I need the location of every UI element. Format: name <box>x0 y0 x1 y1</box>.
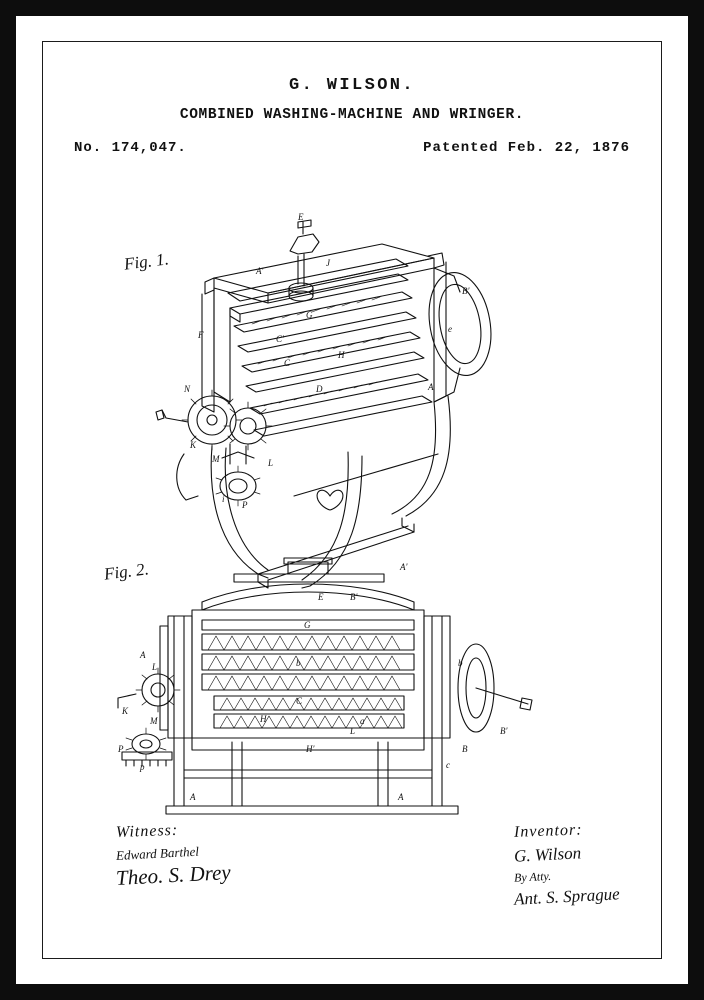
patent-title: COMBINED WASHING-MACHINE AND WRINGER. <box>179 107 525 123</box>
fig1-letter-Cp: C' <box>276 334 284 344</box>
figure-2-label: Fig. 2. <box>102 559 150 584</box>
fig2-letter-p: p <box>140 762 145 772</box>
fig2-letter-A3: A <box>398 792 404 802</box>
fig1-letter-E: E <box>298 212 304 222</box>
fig2-letter-L: L <box>350 726 356 736</box>
fig2-letter-C: C <box>296 696 303 706</box>
fig2-letter-B1: B' <box>350 592 358 602</box>
witness-heading: Witness: <box>115 821 179 841</box>
fig2-letter-A1: A' <box>400 562 408 572</box>
fig1-letter-A1: A' <box>256 266 264 276</box>
patent-meta-row <box>62 140 642 156</box>
patent-date: Patented Feb. 22, 1876 <box>423 140 630 156</box>
fig2-letter-b: b <box>296 658 301 668</box>
fig1-letter-P: P <box>242 500 248 510</box>
fig1-letter-G: G <box>306 310 313 320</box>
fig1-letter-D: D <box>316 384 323 394</box>
figure-2-drawing <box>62 538 672 838</box>
patent-document <box>62 62 642 938</box>
fig1-letter-H: H <box>338 350 345 360</box>
fig2-letter-B: B <box>462 744 468 754</box>
fig1-letter-F: F <box>198 330 204 340</box>
fig2-letter-c: c <box>446 760 450 770</box>
signatures-area <box>62 822 642 932</box>
fig1-letter-J: J <box>326 258 330 268</box>
figures-area <box>62 166 642 866</box>
fig1-letter-B1: B' <box>462 286 470 296</box>
fig1-letter-A: A <box>428 382 434 392</box>
attorney-prefix: By Atty. <box>513 868 552 885</box>
fig2-letter-G: G <box>304 620 311 630</box>
inventor-block <box>514 822 620 907</box>
fig2-letter-L2: L <box>152 662 158 672</box>
page-title: G. WILSON. <box>288 76 416 95</box>
fig2-letter-E: E <box>318 592 324 602</box>
inventor-signature: G. Wilson <box>513 843 582 866</box>
poster-sheet <box>16 16 688 984</box>
fig1-letter-i: i <box>222 494 225 504</box>
fig2-letter-A: A <box>140 650 146 660</box>
fig2-letter-b2: b <box>458 658 463 668</box>
fig2-letter-Hp: H' <box>306 744 315 754</box>
fig2-letter-P: P <box>118 744 124 754</box>
witness-block <box>116 822 231 888</box>
fig2-letter-B1b: B' <box>500 726 508 736</box>
figure-1-label: Fig. 1. <box>122 249 170 274</box>
attorney-signature: Ant. S. Sprague <box>513 884 621 909</box>
fig2-letter-a: a <box>360 716 365 726</box>
fig2-letter-H: H <box>260 714 267 724</box>
patent-number: No. 174,047. <box>74 140 187 156</box>
fig2-letter-A2: A <box>190 792 196 802</box>
document-header <box>62 76 642 123</box>
witness-signature-2: Theo. S. Drey <box>115 860 232 890</box>
fig2-letter-M: M <box>150 716 158 726</box>
fig2-letter-K: K <box>122 706 129 716</box>
fig1-letter-N: N <box>184 384 191 394</box>
fig1-letter-L: L <box>268 458 274 468</box>
fig1-letter-K: K <box>190 440 197 450</box>
inventor-heading: Inventor: <box>513 821 584 841</box>
witness-signature-1: Edward Barthel <box>115 843 200 863</box>
fig1-letter-M: M <box>212 454 220 464</box>
fig1-letter-e: e <box>448 324 452 334</box>
fig1-letter-C: C <box>284 358 291 368</box>
